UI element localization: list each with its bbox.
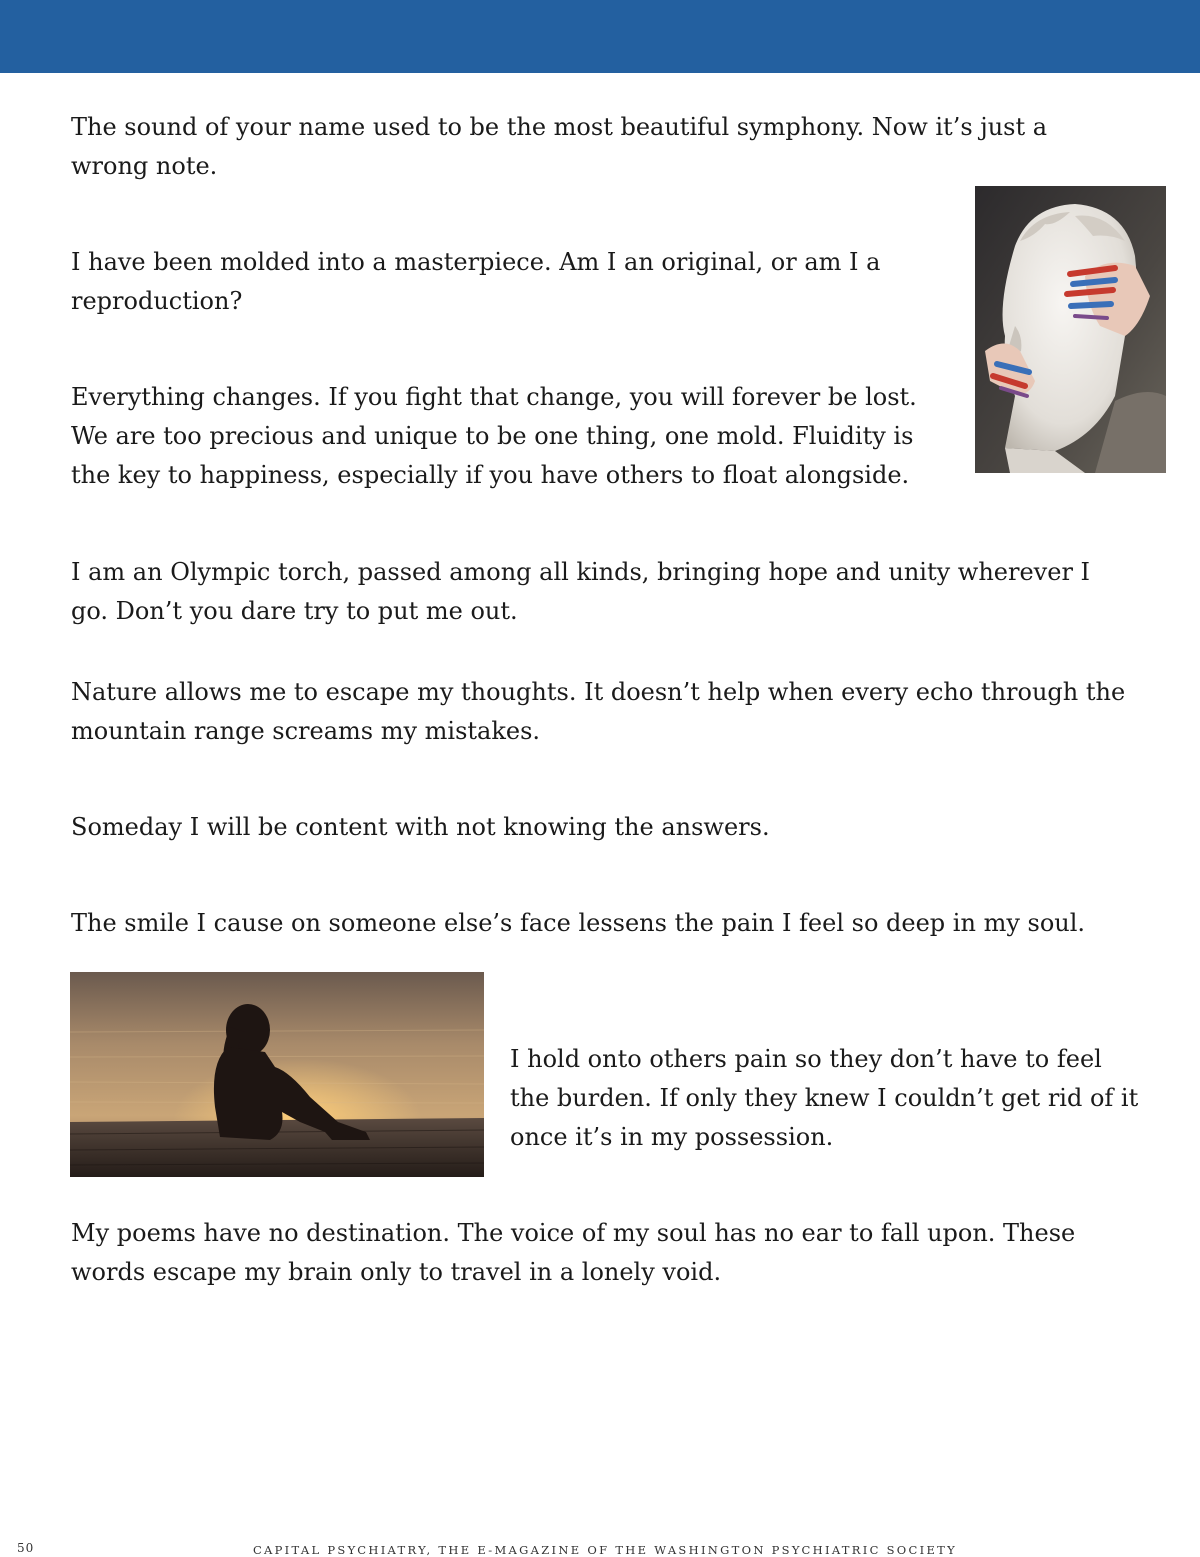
plaster-bust-image	[975, 186, 1166, 473]
paragraph-3: Everything changes. If you fight that change, you will forever be lost. We are too precious and unique to be one thing, one mold. Fluidity is the key to happiness, especially if you have others to float alongside.	[71, 383, 917, 489]
paragraph-5: Nature allows me to escape my thoughts. It doesn’t help when every echo through the mountain range screams my mistakes.	[71, 678, 1126, 745]
footer-publication: CAPITAL PSYCHIATRY, THE E-MAGAZINE OF THE WASHINGTON PSYCHIATRIC SOCIETY	[252, 1543, 958, 1557]
paragraph-8: I hold onto others pain so they don’t have to feel the burden. If only they knew I couldn’t get rid of it once it’s in my possession.	[510, 1045, 1139, 1151]
paragraph-9: My poems have no destination. The voice of my soul has no ear to fall upon. These words escape my brain only to travel in a lonely void.	[71, 1219, 1076, 1286]
paragraph-6: Someday I will be content with not knowing the answers.	[71, 813, 770, 841]
paragraph-1: The sound of your name used to be the most beautiful symphony. Now it’s just a wrong note.	[71, 113, 1048, 180]
header-bar	[0, 0, 1200, 73]
paragraph-4: I am an Olympic torch, passed among all kinds, bringing hope and unity wherever I go. Don’t you dare try to put me out.	[71, 558, 1091, 625]
sunset-silhouette-image	[70, 972, 484, 1177]
page-number: 50	[17, 1541, 35, 1555]
paragraph-7: The smile I cause on someone else’s face lessens the pain I feel so deep in my soul.	[71, 909, 1086, 937]
paragraph-2: I have been molded into a masterpiece. Am I an original, or am I a reproduction?	[71, 248, 881, 315]
sculpture-photo	[975, 186, 1166, 473]
silhouette-photo	[70, 972, 484, 1177]
